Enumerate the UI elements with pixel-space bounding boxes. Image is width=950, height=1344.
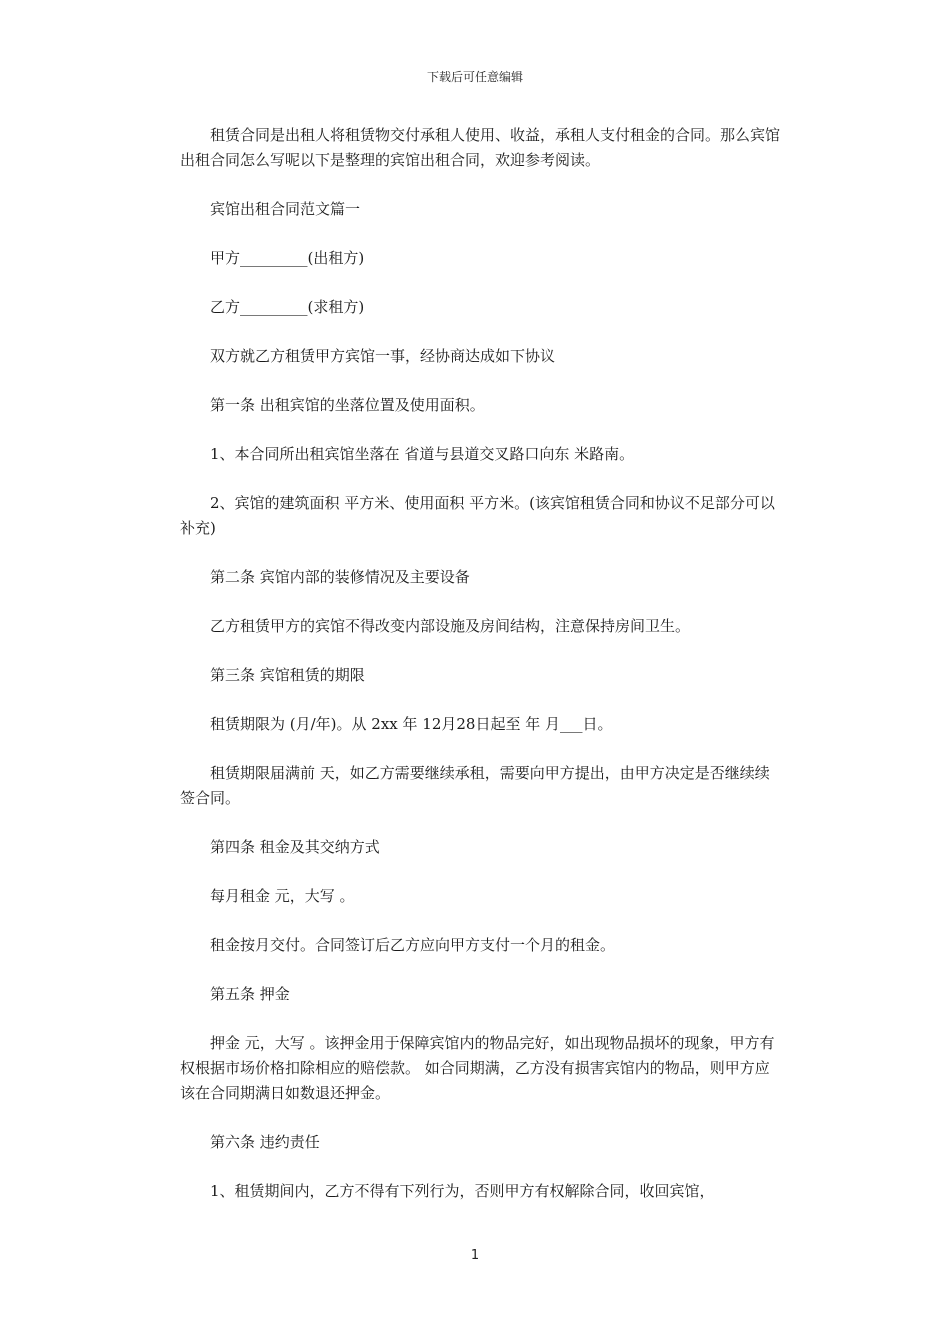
paragraph-article-5-deposit: 押金 元，大写 。该押金用于保障宾馆内的物品完好，如出现物品损坏的现象，甲方有权根据市场价格扣除相应的赔偿款。 如合同期满，乙方没有损害宾馆内的物品，则甲方应该在合同期满日如数退还押金。 (180, 1034, 775, 1102)
paragraph-party-b: 乙方_________(求租方) (210, 298, 365, 316)
paragraph-article-4-payment: 租金按月交付。合同签订后乙方应向甲方支付一个月的租金。 (210, 936, 616, 954)
paragraph-article-3-renewal: 租赁期限届满前 天，如乙方需要继续承租，需要向甲方提出，由甲方决定是否继续续签合同。 (180, 764, 770, 807)
paragraph-article-2: 第二条 宾馆内部的装修情况及主要设备 (210, 568, 470, 586)
page-number: 1 (470, 1248, 480, 1263)
paragraph-article-3-term: 租赁期限为 (月/年)。从 2xx 年 12月28日起至 年 月___日。 (210, 715, 613, 733)
paragraph-article-1-item-1: 1、本合同所出租宾馆坐落在 省道与县道交叉路口向东 米路南。 (210, 445, 635, 463)
page-header: 下载后可任意编辑 (426, 70, 523, 84)
paragraph-article-1: 第一条 出租宾馆的坐落位置及使用面积。 (210, 396, 485, 414)
paragraph-agreement: 双方就乙方租赁甲方宾馆一事，经协商达成如下协议 (210, 347, 556, 365)
paragraph-article-6: 第六条 违约责任 (210, 1133, 320, 1151)
paragraph-article-4: 第四条 租金及其交纳方式 (210, 838, 380, 856)
paragraph-article-4-rent: 每月租金 元，大写 。 (210, 887, 355, 905)
paragraph-article-5: 第五条 押金 (210, 985, 290, 1003)
document-body (180, 123, 780, 1228)
paragraph-intro: 租赁合同是出租人将租赁物交付承租人使用、收益，承租人支付租金的合同。那么宾馆出租合同怎么写呢以下是整理的宾馆出租合同，欢迎参考阅读。 (180, 126, 781, 169)
paragraph-article-6-item-1: 1、租赁期间内，乙方不得有下列行为，否则甲方有权解除合同，收回宾馆， (210, 1182, 715, 1200)
paragraph-title: 宾馆出租合同范文篇一 (210, 200, 361, 218)
paragraph-article-2-body: 乙方租赁甲方的宾馆不得改变内部设施及房间结构，注意保持房间卫生。 (210, 617, 691, 635)
paragraph-party-a: 甲方_________(出租方) (210, 249, 365, 267)
paragraph-article-3: 第三条 宾馆租赁的期限 (210, 666, 365, 684)
paragraph-article-1-item-2: 2、宾馆的建筑面积 平方米、使用面积 平方米。(该宾馆租赁合同和协议不足部分可以补充) (180, 494, 775, 537)
